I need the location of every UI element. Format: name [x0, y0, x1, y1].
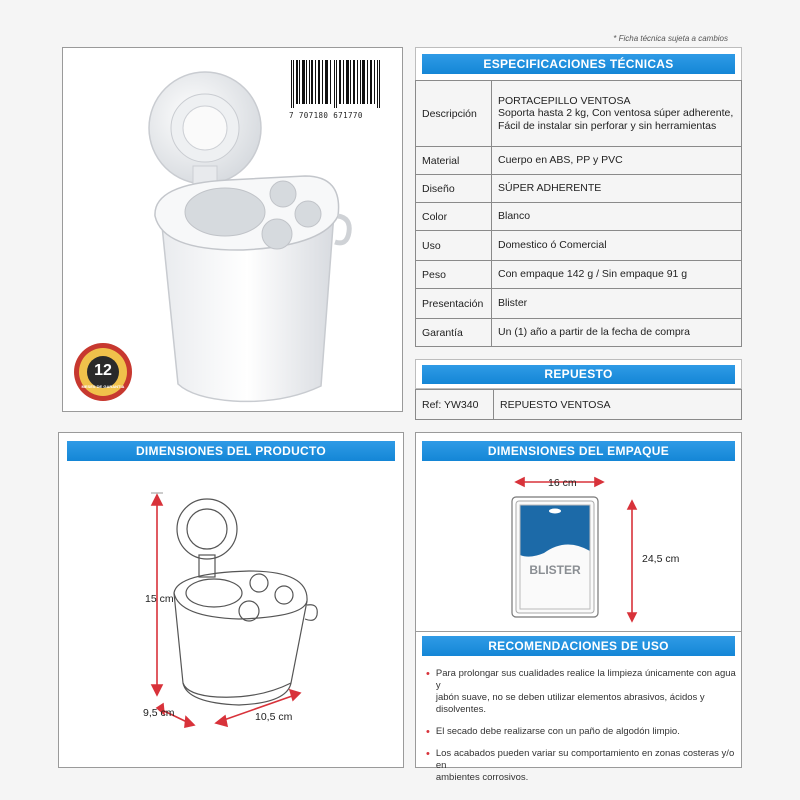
bullet-icon: • — [426, 726, 430, 738]
spec-value — [492, 261, 742, 289]
warranty-seal — [73, 342, 133, 402]
spec-value-line: Blister — [498, 297, 528, 310]
product-width-label: 10,5 cm — [255, 711, 293, 723]
spec-value — [492, 203, 742, 231]
spec-label: Presentación — [416, 289, 492, 319]
repuesto-table — [415, 389, 742, 420]
product-dims-panel — [58, 432, 404, 768]
recommendation-text — [436, 726, 680, 738]
product-image — [133, 66, 363, 406]
recommendations-panel — [415, 632, 742, 783]
repuesto-name: REPUESTO VENTOSA — [494, 390, 742, 420]
package-width-label: 16 cm — [548, 477, 577, 489]
spec-label: Peso — [416, 261, 492, 289]
spec-row — [416, 289, 742, 319]
recommendation-text — [436, 668, 736, 716]
spec-row — [416, 319, 742, 347]
spec-value-line: Blanco — [498, 210, 531, 223]
product-dims-title: DIMENSIONES DEL PRODUCTO — [67, 441, 395, 461]
spec-label: Uso — [416, 231, 492, 261]
spec-value — [492, 231, 742, 261]
spec-value — [492, 289, 742, 319]
recommendation-item — [426, 668, 736, 716]
spec-row — [416, 147, 742, 175]
recommendation-line: ambientes corrosivos. — [435, 772, 529, 783]
recommendation-line: El secado debe realizarse con un paño de algodón limpio. — [435, 726, 680, 737]
recommendation-line: jabón suave, no se deben utilizar elementos abrasivos, ácidos y disolventes. — [435, 692, 705, 715]
spec-label: Color — [416, 203, 492, 231]
specs-table — [415, 80, 742, 347]
spec-value-line: SÚPER ADHERENTE — [498, 182, 602, 195]
package-height-label: 24,5 cm — [642, 553, 680, 565]
repuesto-ref: Ref: YW340 — [416, 390, 494, 420]
spec-value-line: Cuerpo en ABS, PP y PVC — [498, 154, 623, 167]
spec-value-line: Un (1) año a partir de la fecha de compra — [498, 326, 691, 339]
spec-value-line: Domestico ó Comercial — [498, 239, 607, 252]
recommendation-text — [436, 748, 736, 784]
spec-value — [492, 319, 742, 347]
seal-text: MESES DE GARANTIA — [81, 384, 125, 389]
barcode-number: 7 707180 671770 — [289, 111, 363, 120]
spec-row — [416, 261, 742, 289]
spec-disclaimer: * Ficha técnica sujeta a cambios — [613, 34, 728, 43]
spec-value — [492, 147, 742, 175]
spec-label: Diseño — [416, 175, 492, 203]
bullet-icon: • — [426, 748, 430, 760]
spec-label: Descripción — [416, 81, 492, 147]
spec-value — [492, 81, 742, 147]
package-dims-panel — [415, 432, 742, 632]
spec-value-line: PORTACEPILLO VENTOSA — [498, 94, 631, 107]
spec-value-line: Fácil de instalar sin perforar y sin herramientas — [498, 119, 717, 132]
product-depth-label: 9,5 cm — [143, 707, 175, 719]
recommendation-line: Para prolongar sus cualidades realice la limpieza únicamente con agua y — [435, 668, 736, 691]
spec-row — [416, 231, 742, 261]
package-dims-drawing — [416, 433, 743, 633]
recommendation-item — [426, 726, 736, 738]
spec-row — [416, 175, 742, 203]
product-photo-panel — [62, 47, 403, 412]
spec-value-line: Soporta hasta 2 kg, Con ventosa súper adherente, — [498, 107, 734, 120]
specs-banner-wrap — [415, 47, 742, 81]
blister-label: BLISTER — [529, 563, 581, 577]
recommendation-line: Los acabados pueden variar su comportamiento en zonas costeras y/o en — [435, 748, 735, 771]
spec-label: Material — [416, 147, 492, 175]
product-height-label: 15 cm — [145, 593, 174, 605]
product-dims-drawing — [59, 433, 405, 769]
repuesto-title: REPUESTO — [422, 365, 735, 384]
spec-row — [416, 81, 742, 147]
spec-value-line: Con empaque 142 g / Sin empaque 91 g — [498, 268, 688, 281]
spec-value — [492, 175, 742, 203]
specs-title: ESPECIFICACIONES TÉCNICAS — [422, 54, 735, 74]
recommendation-item — [426, 748, 736, 784]
recommendations-title: RECOMENDACIONES DE USO — [422, 636, 735, 656]
bullet-icon: • — [426, 668, 430, 680]
spec-label: Garantía — [416, 319, 492, 347]
recommendations-list — [426, 668, 736, 794]
repuesto-banner-wrap — [415, 359, 742, 389]
package-dims-title: DIMENSIONES DEL EMPAQUE — [422, 441, 735, 461]
spec-row — [416, 203, 742, 231]
seal-number: 12 — [94, 362, 112, 379]
